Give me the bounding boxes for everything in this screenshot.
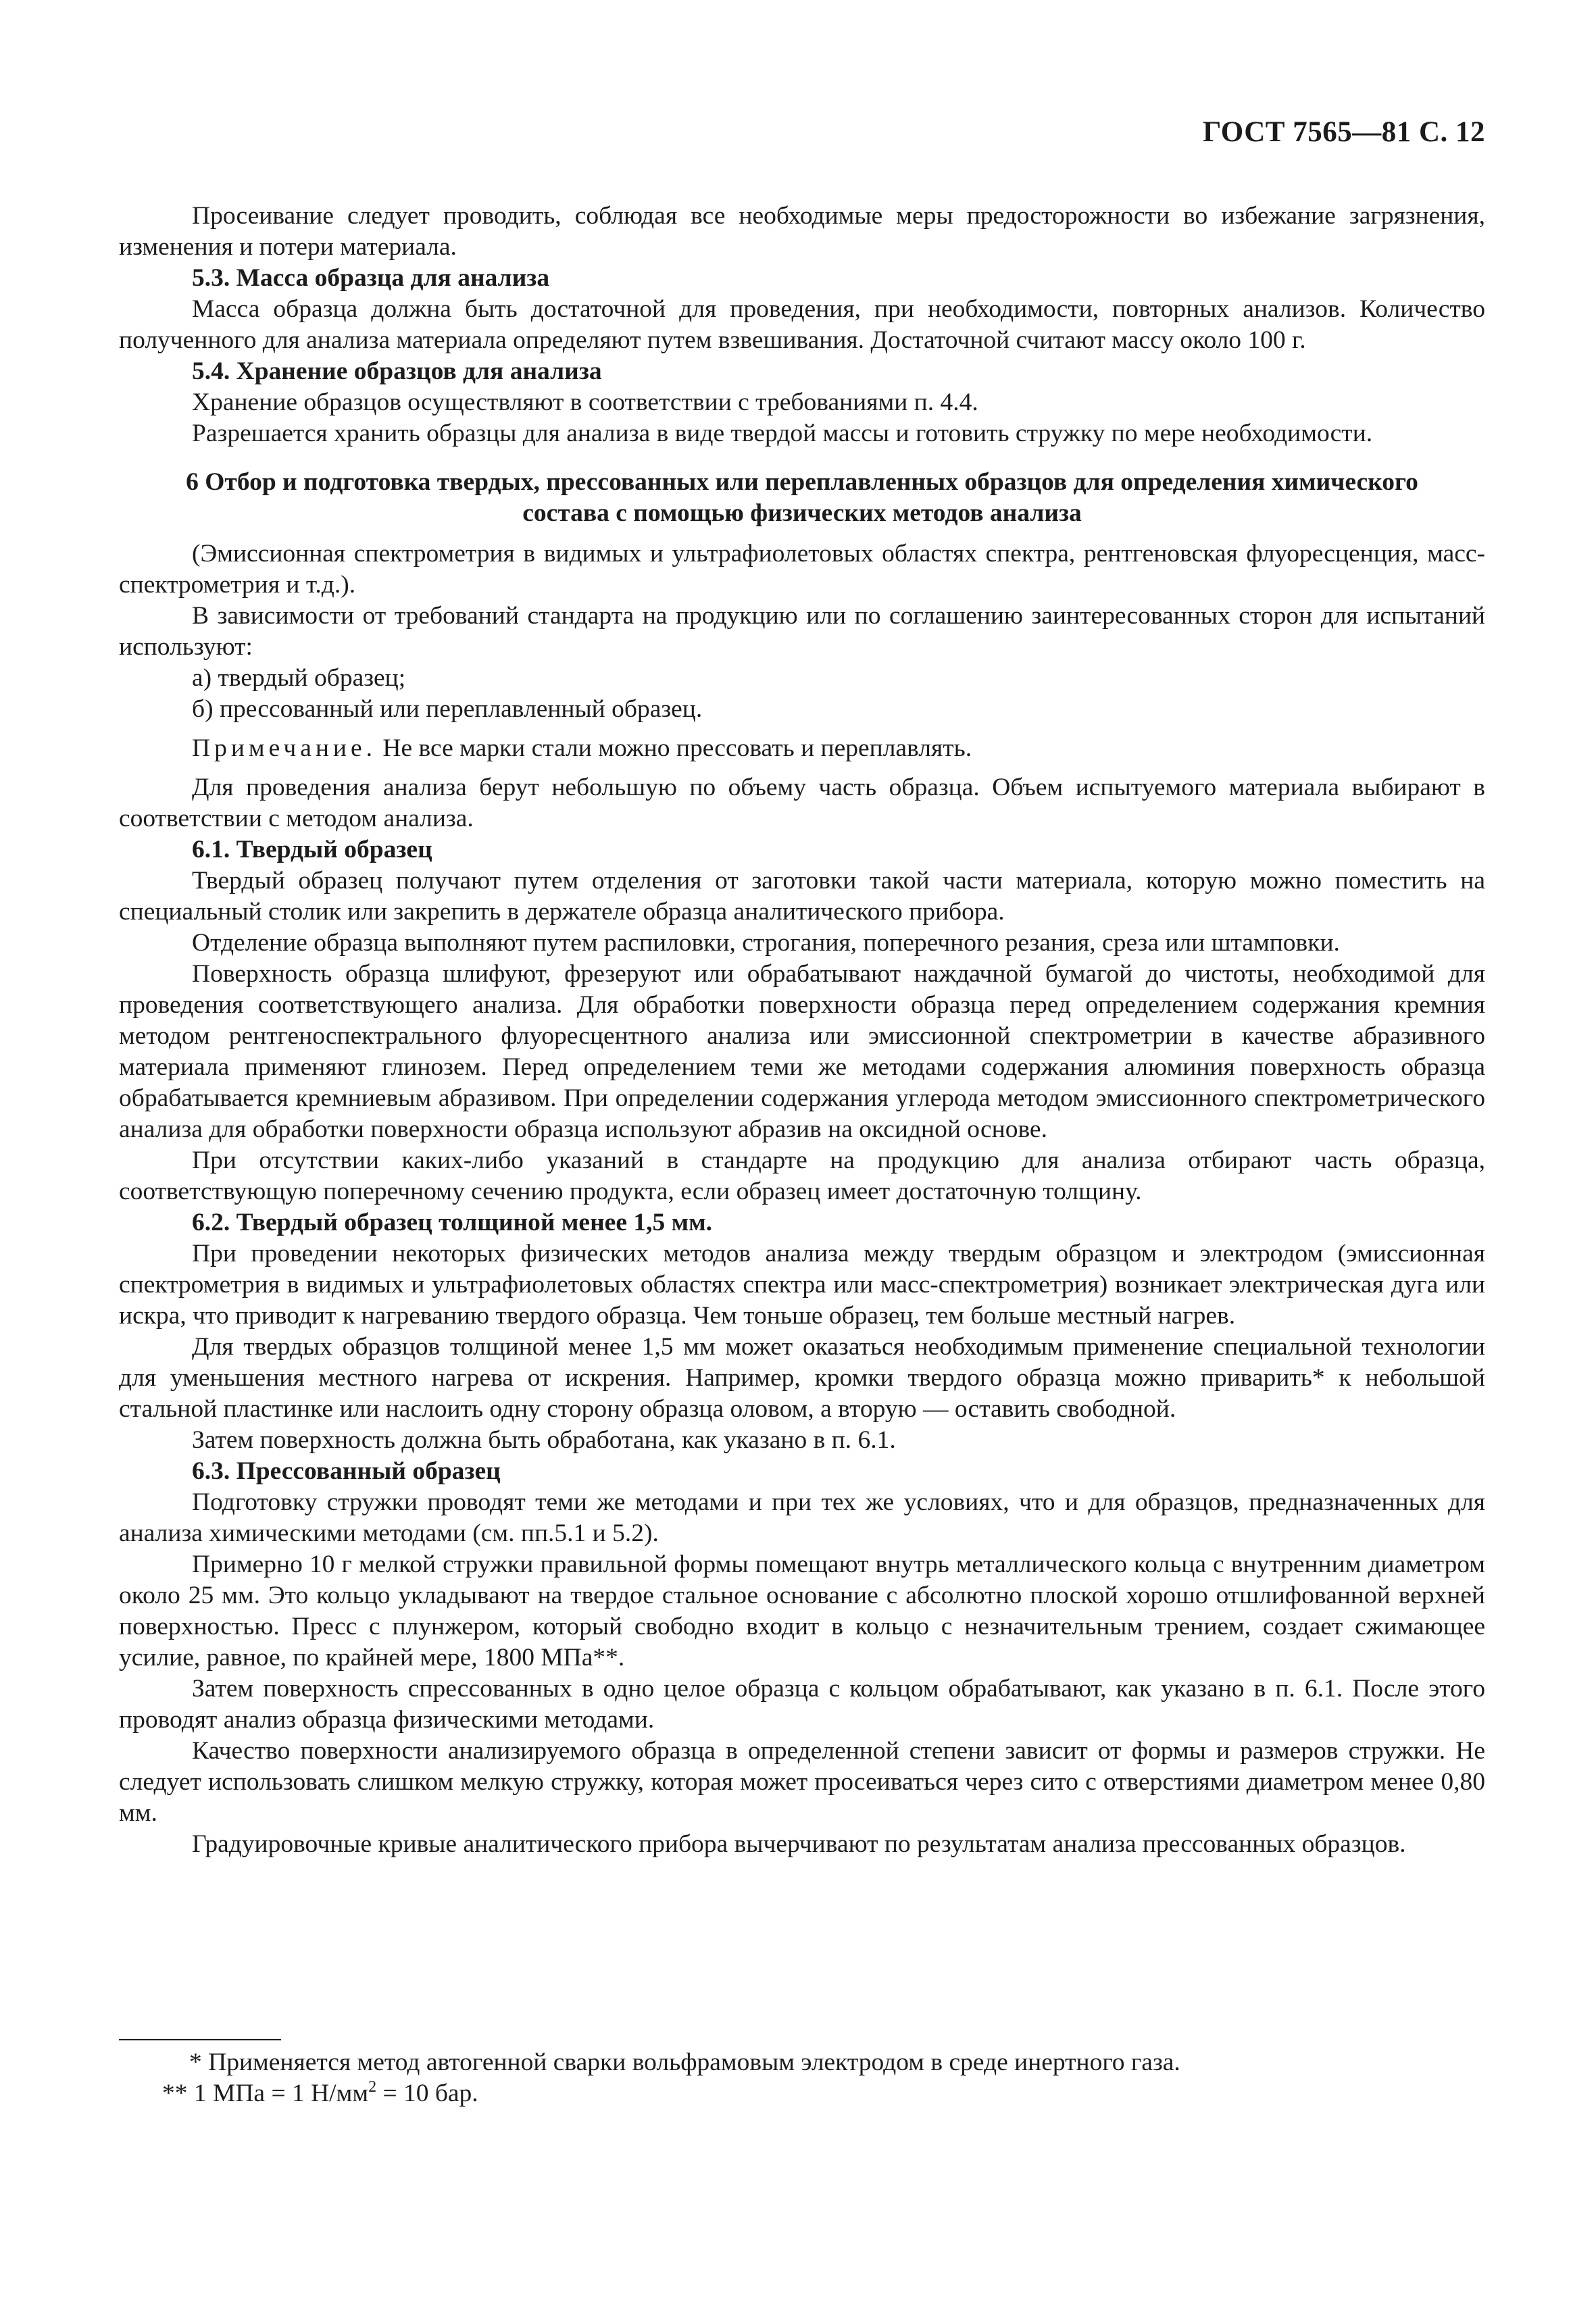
document-body — [119, 201, 1485, 1860]
section-title-6: 6 Отбор и подготовка твердых, прессованных или переплавленных образцов для определения химического состава с помощью физических методов анализа — [186, 468, 1418, 527]
section-heading-6-2: 6.2. Твердый образец толщиной менее 1,5 мм. — [192, 1209, 713, 1236]
paragraph: Хранение образцов осуществляют в соответствии с требованиями п. 4.4. — [192, 388, 978, 416]
paragraph: Градуировочные кривые аналитического прибора вычерчивают по результатам анализа прессованных образцов. — [192, 1830, 1406, 1858]
paragraph: Просеивание следует проводить, соблюдая все необходимые меры предосторожности во избежание загрязнения, изменения и потери материала. — [119, 202, 1485, 261]
paragraph: Затем поверхность должна быть обработана, как указано в п. 6.1. — [192, 1426, 896, 1454]
section-heading-5-4: 5.4. Хранение образцов для анализа — [192, 357, 602, 385]
section-heading-6-3: 6.3. Прессованный образец — [192, 1457, 501, 1485]
paragraph — [119, 1332, 1485, 1425]
paragraph: Поверхность образца шлифуют, фрезеруют или обрабатывают наждачной бумагой до чистоты, необходимой для проведения соответствующего анализа. Для обработки поверхности образца перед определением содержания кремния методом рентгеноспектрального флуоресцентного анализа или эмиссионной спектрометрии в качестве абразивного материала применяют глинозем. Перед определением теми же методами содержания алюминия поверхность образца обрабатывается кремниевым абразивом. При определении содержания углерода методом эмиссионного спектрометрического анализа для обработки поверхности образца используют абразив на оксидной основе. — [119, 960, 1485, 1143]
note-label: Примечание. — [192, 734, 377, 762]
page-header: ГОСТ 7565—81 С. 12 — [1202, 116, 1485, 148]
footnotes — [119, 2039, 1485, 2109]
footnote-2-superscript: 2 — [368, 2078, 377, 2096]
paragraph: Затем поверхность спрессованных в одно целое образца с кольцом обрабатывают, как указано в п. 6.1. После этого проводят анализ образца физическими методами. — [119, 1675, 1485, 1734]
footnote-1: * Применяется метод автогенной сварки вольфрамовым электродом в среде инертного газа. — [189, 2048, 1180, 2076]
footnote-2-tail: = 10 бар. — [376, 2080, 478, 2107]
footnote-divider — [119, 2039, 281, 2040]
paragraph: Примерно 10 г мелкой стружки правильной формы помещают внутрь металлического кольца с внутренним диаметром около 25 мм. Это кольцо укладывают на твердое стальное основание с абсолютно плоской хорошо отшлифованной верхней поверхностью. Пресс с плунжером, который свободно входит в кольцо с незначительным трением, создает сжимающее усилие, равное, по крайней мере, 1800 МПа**. — [119, 1551, 1485, 1671]
section-heading-6-1: 6.1. Твердый образец — [192, 836, 432, 863]
paragraph: (Эмиссионная спектрометрия в видимых и ультрафиолетовых областях спектра, рентгеновская флуоресценция, масс-спектрометрия и т.д.). — [119, 540, 1485, 599]
paragraph: Разрешается хранить образцы для анализа в виде твердой массы и готовить стружку по мере необходимости. — [192, 420, 1373, 447]
paragraph: Подготовку стружки проводят теми же методами и при тех же условиях, что и для образцов, предназначенных для анализа химическими методами (см. пп.5.1 и 5.2). — [119, 1488, 1485, 1547]
paragraph-part: Для твердых образцов толщиной менее 1,5 мм может оказаться необходимым применение специальной технологии для уменьшения местного нагрева от искрения. Например, кромки твердого образца можно приварить — [119, 1333, 1485, 1392]
paragraph: При проведении некоторых физических методов анализа между твердым образцом и электродом (эмиссионная спектрометрия в видимых и ультрафиолетовых областях спектра или масс-спектрометрия) возникает электрическая дуга или искра, что приводит к нагреванию твердого образца. Чем тоньше образец, тем больше местный нагрев. — [119, 1240, 1485, 1330]
paragraph: При отсутствии каких-либо указаний в стандарте на продукцию для анализа отбирают часть образца, соответствующую поперечному сечению продукта, если образец имеет достаточную толщину. — [119, 1147, 1485, 1205]
note — [119, 733, 1485, 764]
paragraph: Для проведения анализа берут небольшую по объему часть образца. Объем испытуемого материала выбирают в соответствии с методом анализа. — [119, 774, 1485, 832]
paragraph: Твердый образец получают путем отделения от заготовки такой части материала, которую можно поместить на специальный столик или закрепить в держателе образца аналитического прибора. — [119, 867, 1485, 926]
paragraph-part: * к небольшой стальной пластинке или наслоить одну сторону образца оловом, а вторую — оставить свободной. — [119, 1364, 1485, 1423]
list-item: б) прессованный или переплавленный образец. — [192, 695, 703, 723]
paragraph: Масса образца должна быть достаточной для проведения, при необходимости, повторных анализов. Количество полученного для анализа материала определяют путем взвешивания. Достаточной считают массу около 100 г. — [119, 295, 1485, 354]
footnote-2-text: ** 1 МПа = 1 Н/мм — [162, 2080, 369, 2107]
section-heading-5-3: 5.3. Масса образца для анализа — [192, 264, 550, 292]
paragraph: Качество поверхности анализируемого образца в определенной степени зависит от формы и размеров стружки. Не следует использовать слишком мелкую стружку, которая может просеиваться через сито с отверстиями диаметром менее 0,80 мм. — [119, 1737, 1485, 1827]
paragraph: Отделение образца выполняют путем распиловки, строгания, поперечного резания, среза или штамповки. — [192, 929, 1340, 957]
note-text: Не все марки стали можно прессовать и переплавлять. — [376, 734, 972, 762]
list-item: а) твердый образец; — [192, 664, 406, 692]
footnote-2 — [119, 2078, 1485, 2109]
paragraph: В зависимости от требований стандарта на продукцию или по соглашению заинтересованных сторон для испытаний используют: — [119, 602, 1485, 661]
